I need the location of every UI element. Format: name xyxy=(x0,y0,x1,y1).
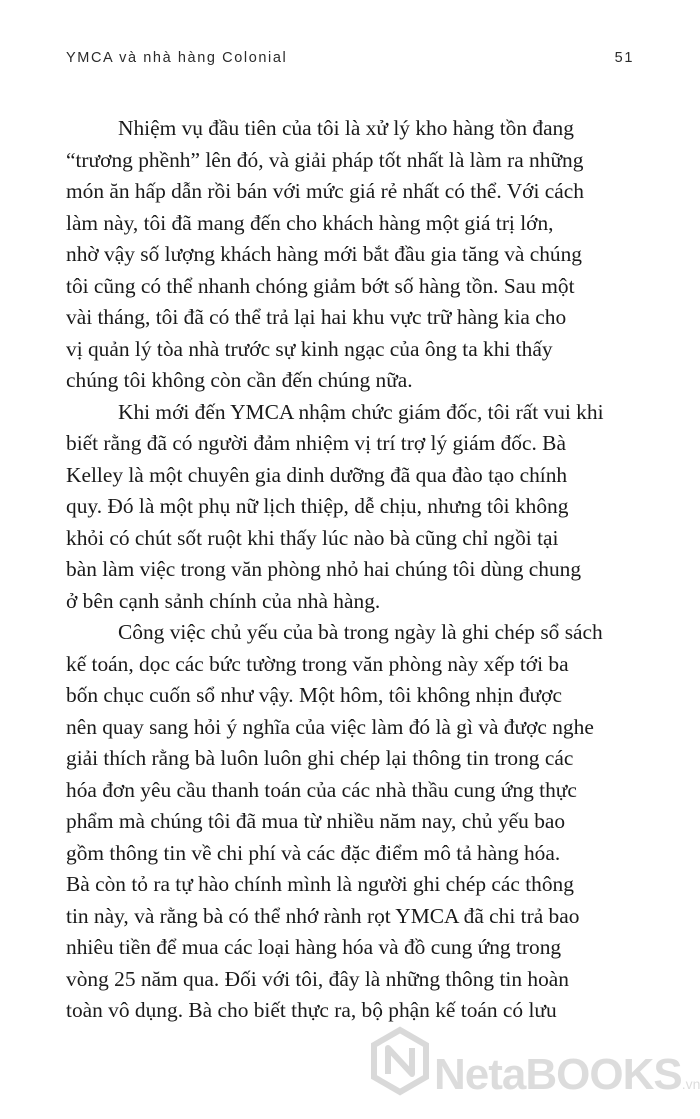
text-line: hóa đơn yêu cầu thanh toán của các nhà thầu cung ứng thực xyxy=(66,777,577,802)
text-line: tin này, và rằng bà có thể nhớ rành rọt YMCA đã chi trả bao xyxy=(66,903,580,928)
text-line: nhờ vậy số lượng khách hàng mới bắt đầu gia tăng và chúng xyxy=(66,242,583,266)
watermark-suffix: .vn xyxy=(681,1076,700,1092)
watermark xyxy=(370,1026,700,1116)
text-line: khỏi có chút sốt ruột khi thấy lúc nào bà cũng chỉ ngồi tại xyxy=(66,525,559,550)
text-line: vòng 25 năm qua. Đối với tôi, đây là những thông tin hoàn xyxy=(66,966,569,991)
text-line: tôi cũng có thể nhanh chóng giảm bớt số hàng tồn. Sau một xyxy=(66,273,575,298)
body-text xyxy=(66,113,604,1027)
netabooks-logo-icon xyxy=(370,1026,430,1096)
text-line: chúng tôi không còn cần đến chúng nữa. xyxy=(66,368,413,392)
text-line: giải thích rằng bà luôn luôn ghi chép lại thông tin trong các xyxy=(66,746,574,770)
text-line: Bà còn tỏ ra tự hào chính mình là người ghi chép các thông xyxy=(66,872,574,896)
paragraph xyxy=(66,397,604,618)
text-line: Khi mới đến YMCA nhậm chức giám đốc, tôi rất vui khi xyxy=(118,399,604,424)
text-line: bốn chục cuốn sổ như vậy. Một hôm, tôi không nhịn được xyxy=(66,683,562,707)
text-line: nhiêu tiền để mua các loại hàng hóa và đồ cung ứng trong xyxy=(66,935,562,959)
paragraph xyxy=(66,617,603,1027)
running-header xyxy=(66,50,634,72)
text-line: Công việc chủ yếu của bà trong ngày là ghi chép sổ sách xyxy=(118,620,603,644)
text-line: vị quản lý tòa nhà trước sự kinh ngạc của ông ta khi thấy xyxy=(66,336,553,361)
text-line: làm này, tôi đã mang đến cho khách hàng một giá trị lớn, xyxy=(66,210,554,235)
text-line: phẩm mà chúng tôi đã mua từ nhiều năm nay, chủ yếu bao xyxy=(66,809,566,833)
text-line: toàn vô dụng. Bà cho biết thực ra, bộ phận kế toán có lưu xyxy=(66,998,557,1022)
text-line: Kelley là một chuyên gia dinh dưỡng đã qua đào tạo chính xyxy=(66,462,568,487)
running-title: YMCA và nhà hàng Colonial xyxy=(66,50,288,66)
text-line: ở bên cạnh sảnh chính của nhà hàng. xyxy=(66,588,381,613)
text-line: quy. Đó là một phụ nữ lịch thiệp, dễ chịu, nhưng tôi không xyxy=(66,494,569,518)
text-line: biết rằng đã có người đảm nhiệm vị trí trợ lý giám đốc. Bà xyxy=(66,431,566,455)
text-line: “trương phềnh” lên đó, và giải pháp tốt nhất là làm ra những xyxy=(66,147,584,172)
page-number: 51 xyxy=(614,50,634,66)
watermark-brand: NetaBOOKS.vn xyxy=(434,1050,700,1099)
text-line: gồm thông tin về chi phí và các đặc điểm mô tả hàng hóa. xyxy=(66,840,561,865)
text-line: bàn làm việc trong văn phòng nhỏ hai chúng tôi dùng chung xyxy=(66,557,582,581)
text-line: món ăn hấp dẫn rồi bán với mức giá rẻ nhất có thể. Với cách xyxy=(66,179,584,203)
paragraph xyxy=(66,113,593,397)
text-line: kế toán, dọc các bức tường trong văn phòng này xếp tới ba xyxy=(66,651,569,676)
text-line: nên quay sang hỏi ý nghĩa của việc làm đó là gì và được nghe xyxy=(66,714,594,739)
text-line: vài tháng, tôi đã có thể trả lại hai khu vực trữ hàng kia cho xyxy=(66,305,567,329)
text-line: Nhiệm vụ đầu tiên của tôi là xử lý kho hàng tồn đang xyxy=(118,116,574,140)
